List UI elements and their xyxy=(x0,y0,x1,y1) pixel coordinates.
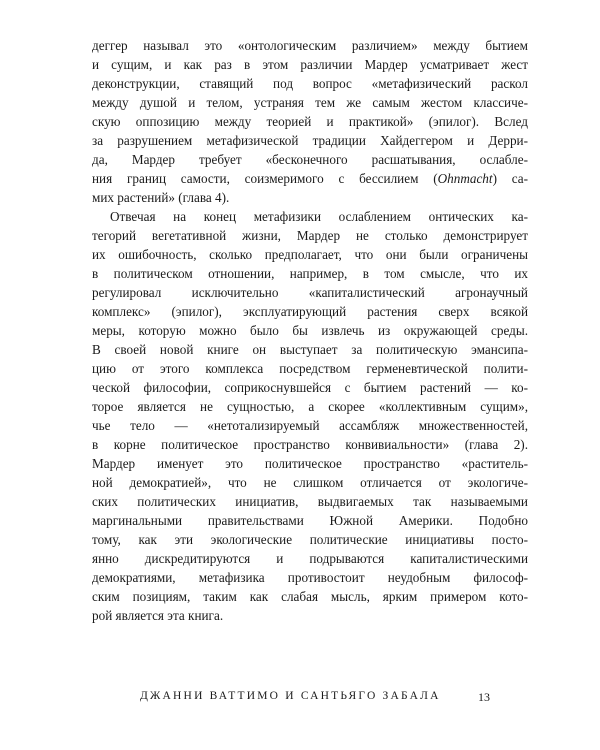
body-text xyxy=(92,36,528,625)
page-footer xyxy=(0,690,600,710)
text-line: ной демократией», что не слишком отличается от экологиче- xyxy=(92,475,528,490)
text-line: ских политических инициатив, выдвигаемых так называемыми xyxy=(92,494,528,509)
text-line: за разрушением метафизической традиции Хайдеггером и Дерри- xyxy=(92,133,528,148)
text-line: мих растений» (глава 4). xyxy=(92,190,230,205)
text-line: ским позициям, таким как слабая мысль, ярким примером кото- xyxy=(92,589,528,604)
text-line: демократиями, метафизика противостоит неудобным философ- xyxy=(92,570,528,585)
text-line: В своей новой книге он выступает за политическую эмансипа- xyxy=(92,342,528,357)
text-line: рой является эта книга. xyxy=(92,608,224,623)
text-line: меры, которую можно было бы извлечь из окружающей среды. xyxy=(92,323,528,338)
text-line: ния границ самости, соизмеримого с бессилием (Ohnmacht) са- xyxy=(92,171,529,186)
text-line: цию от этого комплекса посредством герменевтической полити- xyxy=(92,361,528,376)
italic-term: Ohnmacht xyxy=(437,171,493,186)
text-line: деконструкции, ставящий под вопрос «метафизический раскол xyxy=(92,76,528,91)
text-line: в политическом отношении, например, в том смысле, что их xyxy=(92,266,528,281)
text-line: в корне политическое пространство конвивиальности» (глава 2). xyxy=(92,437,528,452)
text-line: тому, как эти экологические политические инициативы посто- xyxy=(92,532,528,547)
text-line: Отвечая на конец метафизики ослаблением онтических ка- xyxy=(110,209,528,224)
paragraph xyxy=(92,36,528,207)
text-line: и сущим, и как раз в этом различии Мардер усматривает жест xyxy=(92,57,528,72)
text-line: маргинальными правительствами Южной Америки. Подобно xyxy=(92,513,528,528)
text-line: чье тело — «нетотализируемый ассамбляж множественностей, xyxy=(92,418,528,433)
text-line: янно дискредитируются и подрываются капиталистическими xyxy=(92,551,528,566)
text-line: тегорий вегетативной жизни, Мардер не столько демонстрирует xyxy=(92,228,528,243)
paragraph xyxy=(92,207,528,625)
text-line: скую оппозицию между теорией и практикой» (эпилог). Вслед xyxy=(92,114,528,129)
text-line: комплекс» (эпилог), эксплуатирующий растения сверх всякой xyxy=(92,304,528,319)
page-number: 13 xyxy=(478,690,490,704)
text-line: Мардер именует это политическое пространство «раститель- xyxy=(92,456,528,471)
text-line: деггер называл это «онтологическим различием» между бытием xyxy=(92,38,528,53)
text-line: регулировал исключительно «капиталистический агронаучный xyxy=(92,285,528,300)
text-line: торое является не сущностью, а скорее «коллективным сущим», xyxy=(92,399,528,414)
text-line: ческой философии, соприкоснувшейся с бытием растений — ко- xyxy=(92,380,528,395)
running-title: ДЖАННИ ВАТТИМО И САНТЬЯГО ЗАБАЛА xyxy=(140,690,441,702)
text-line: их ошибочность, сколько предполагает, что они были ограничены xyxy=(92,247,528,262)
text-line: да, Мардер требует «бесконечного расшатывания, ослабле- xyxy=(92,152,528,167)
text-line: между душой и телом, устраняя тем же самым жестом классиче- xyxy=(92,95,528,110)
